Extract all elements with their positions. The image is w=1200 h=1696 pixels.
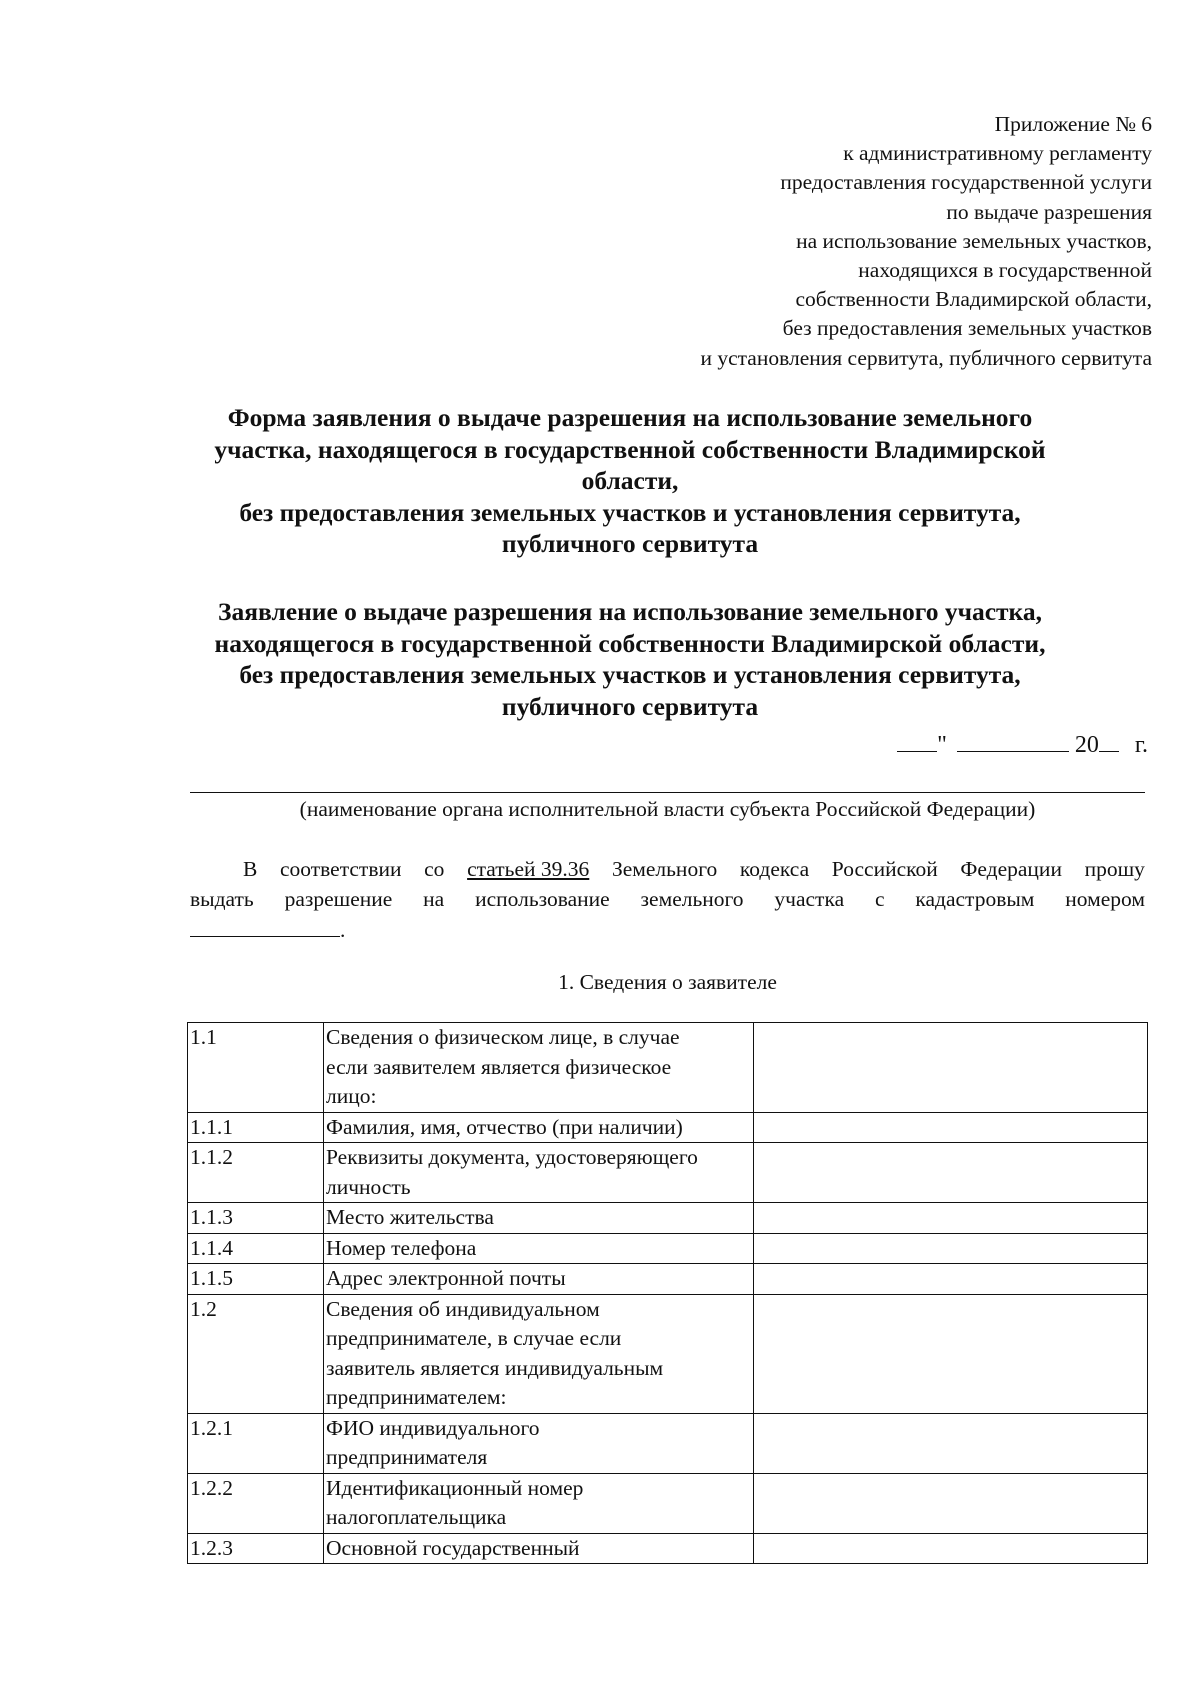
request-word: выдать xyxy=(190,886,254,911)
label-line: Реквизиты документа, удостоверяющего xyxy=(326,1145,698,1169)
row-number: 1.1 xyxy=(188,1023,324,1113)
application-title-line: публичного сервитута xyxy=(501,691,759,721)
application-title-line: находящегося в государственной собственности Владимирской области, xyxy=(214,628,1046,658)
table-row xyxy=(188,1533,1148,1564)
quote-mark: " xyxy=(937,732,947,758)
request-word: с xyxy=(874,886,885,911)
row-value-cell[interactable] xyxy=(754,1203,1148,1234)
request-word: соответствии xyxy=(280,857,402,881)
label-line: Идентификационный номер xyxy=(326,1475,584,1500)
appendix-line: собственности Владимирской области, xyxy=(795,287,1152,312)
month-blank[interactable] xyxy=(957,729,1069,752)
label-line: Номер телефона xyxy=(326,1235,477,1260)
request-word: на xyxy=(423,886,445,911)
row-value-cell[interactable] xyxy=(754,1294,1148,1413)
label-line: предпринимателем: xyxy=(326,1385,507,1409)
row-label xyxy=(324,1143,754,1203)
appendix-line: по выдаче разрешения xyxy=(946,199,1152,224)
request-word: Земельного xyxy=(611,857,718,881)
label-line: заявитель является индивидуальным xyxy=(326,1355,664,1380)
label-line: Сведения об индивидуальном xyxy=(326,1296,600,1321)
row-label xyxy=(324,1203,754,1234)
application-title xyxy=(180,596,1080,722)
form-title-line: области, xyxy=(581,466,679,495)
row-number: 1.2.3 xyxy=(188,1533,324,1564)
request-line-3 xyxy=(190,916,1145,946)
label-line: если заявителем является физическое xyxy=(326,1054,672,1079)
cadastral-number-blank[interactable] xyxy=(190,916,340,937)
row-number: 1.1.4 xyxy=(188,1233,324,1264)
day-blank[interactable] xyxy=(897,729,937,752)
request-word: Федерации xyxy=(960,857,1062,881)
organization-caption: (наименование органа исполнительной власти субъекта Российской Федерации) xyxy=(299,797,1036,821)
table-row xyxy=(188,1203,1148,1234)
row-number: 1.2 xyxy=(188,1294,324,1413)
application-title-line: Заявление о выдаче разрешения на использование земельного участка, xyxy=(218,597,1042,626)
row-label xyxy=(324,1233,754,1264)
row-value-cell[interactable] xyxy=(754,1112,1148,1143)
application-title-line: без предоставления земельных участков и установления сервитута, xyxy=(239,660,1021,689)
request-word: земельного xyxy=(640,886,744,911)
table-row xyxy=(188,1233,1148,1264)
table-row xyxy=(188,1294,1148,1413)
label-line: Адрес электронной почты xyxy=(326,1266,566,1290)
year-suffix: г. xyxy=(1134,732,1148,758)
row-value-cell[interactable] xyxy=(754,1413,1148,1473)
row-value-cell[interactable] xyxy=(754,1023,1148,1113)
article-link[interactable]: статьей 39.36 xyxy=(467,857,590,881)
row-label xyxy=(324,1533,754,1564)
label-line: Основной государственный xyxy=(326,1535,580,1560)
request-word: В xyxy=(243,857,258,881)
table-row xyxy=(188,1112,1148,1143)
row-number: 1.2.2 xyxy=(188,1473,324,1533)
request-word: участка xyxy=(774,886,845,911)
row-number: 1.1.2 xyxy=(188,1143,324,1203)
row-label xyxy=(324,1413,754,1473)
row-label xyxy=(324,1264,754,1295)
form-title xyxy=(180,402,1080,560)
form-title-line: публичного сервитута xyxy=(501,529,759,558)
form-title-line: без предоставления земельных участков и установления сервитута, xyxy=(239,497,1021,527)
row-number: 1.1.5 xyxy=(188,1264,324,1295)
row-value-cell[interactable] xyxy=(754,1264,1148,1295)
label-line: лицо: xyxy=(326,1084,377,1108)
row-label xyxy=(324,1294,754,1413)
table-row xyxy=(188,1264,1148,1295)
appendix-header xyxy=(452,110,1152,373)
row-value-cell[interactable] xyxy=(754,1533,1148,1564)
label-line: личность xyxy=(326,1174,411,1199)
label-line: Сведения о физическом лице, в случае xyxy=(326,1025,680,1049)
appendix-line: и установления сервитута, публичного сервитута xyxy=(700,345,1152,370)
appendix-line: к административному регламенту xyxy=(843,141,1152,166)
appendix-line: без предоставления земельных участков xyxy=(782,316,1152,341)
label-line: предпринимателя xyxy=(326,1445,488,1469)
label-line: предпринимателе, в случае если xyxy=(326,1326,622,1350)
year-prefix: 20 xyxy=(1074,732,1099,758)
row-label xyxy=(324,1473,754,1533)
request-end: . xyxy=(340,918,346,942)
label-line: Фамилия, имя, отчество (при наличии) xyxy=(326,1114,683,1139)
section-title: 1. Сведения о заявителе xyxy=(558,970,777,994)
form-title-line: Форма заявления о выдаче разрешения на использование земельного xyxy=(227,403,1033,432)
row-number: 1.1.1 xyxy=(188,1112,324,1143)
table-row xyxy=(188,1143,1148,1203)
request-word: разрешение xyxy=(284,886,393,911)
request-line-1 xyxy=(190,855,1145,885)
request-word: кодекса xyxy=(739,857,810,881)
table-row xyxy=(188,1023,1148,1113)
row-number: 1.2.1 xyxy=(188,1413,324,1473)
label-line: налогоплательщика xyxy=(326,1505,507,1529)
applicant-info-table xyxy=(187,1022,1148,1564)
request-word: использование xyxy=(475,886,610,911)
date-line xyxy=(897,729,1148,759)
row-number: 1.1.3 xyxy=(188,1203,324,1234)
request-line-2 xyxy=(190,885,1145,915)
table-row xyxy=(188,1413,1148,1473)
label-line: ФИО индивидуального xyxy=(326,1415,540,1440)
row-value-cell[interactable] xyxy=(754,1473,1148,1533)
request-word: Российской xyxy=(831,857,938,881)
appendix-line: находящихся в государственной xyxy=(858,258,1152,283)
appendix-line: на использование земельных участков, xyxy=(796,228,1152,253)
row-label xyxy=(324,1023,754,1113)
request-word: прошу xyxy=(1084,857,1145,881)
label-line: Место жительства xyxy=(326,1205,494,1229)
request-word: со xyxy=(424,857,445,881)
table-row xyxy=(188,1473,1148,1533)
form-title-line: участка, находящегося в государственной собственности Владимирской xyxy=(214,434,1046,464)
organization-name-blank[interactable] xyxy=(190,792,1145,793)
appendix-line: предоставления государственной услуги xyxy=(780,170,1152,195)
request-word: кадастровым xyxy=(915,886,1035,911)
request-paragraph xyxy=(190,855,1145,946)
year-blank[interactable] xyxy=(1099,729,1119,752)
request-word: номером xyxy=(1065,886,1145,911)
row-value-cell[interactable] xyxy=(754,1143,1148,1203)
row-value-cell[interactable] xyxy=(754,1233,1148,1264)
appendix-line: Приложение № 6 xyxy=(994,112,1152,136)
row-label xyxy=(324,1112,754,1143)
